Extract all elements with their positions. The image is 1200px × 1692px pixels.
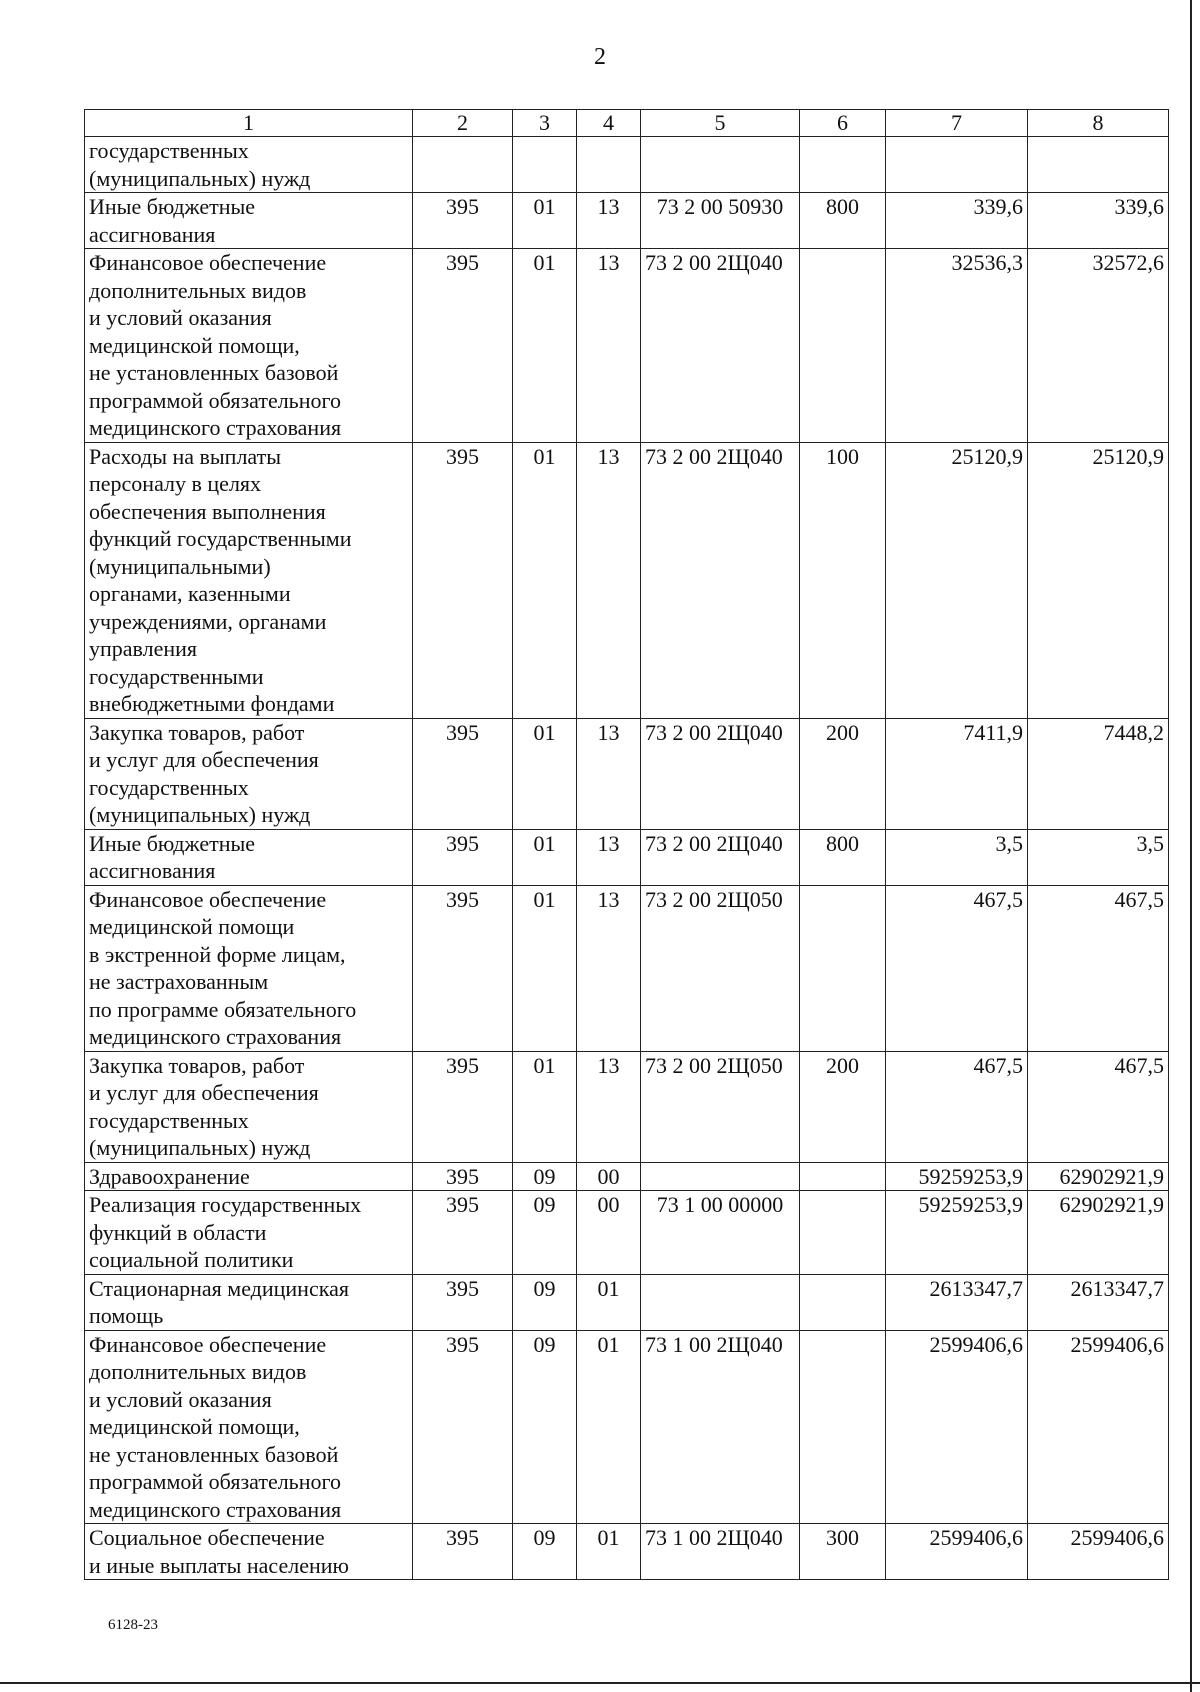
amount-year-2: 3,5 <box>1028 829 1169 885</box>
amount-year-2: 2599406,6 <box>1028 1330 1169 1524</box>
target-article-code: 73 1 00 2Щ040 <box>641 1330 800 1524</box>
subsection-code: 13 <box>577 193 641 249</box>
ministry-code: 395 <box>413 1191 513 1275</box>
ministry-code: 395 <box>413 1330 513 1524</box>
amount-year-1: 2599406,6 <box>886 1330 1028 1524</box>
target-article-code <box>641 1274 800 1330</box>
table-row <box>85 137 1169 193</box>
amount-year-1: 467,5 <box>886 1051 1028 1162</box>
budget-item-name: Иные бюджетные ассигнования <box>85 829 413 885</box>
budget-item-name: Закупка товаров, работ и услуг для обеспечения государственных (муниципальных) нужд <box>85 1051 413 1162</box>
amount-year-2: 467,5 <box>1028 1051 1169 1162</box>
amount-year-1: 59259253,9 <box>886 1191 1028 1275</box>
subsection-code: 01 <box>577 1330 641 1524</box>
target-article-code: 73 2 00 2Щ040 <box>641 718 800 829</box>
subsection-code: 01 <box>577 1274 641 1330</box>
section-code: 09 <box>513 1524 577 1580</box>
amount-year-2: 2599406,6 <box>1028 1524 1169 1580</box>
amount-year-2: 62902921,9 <box>1028 1162 1169 1191</box>
budget-item-name: Финансовое обеспечение дополнительных видов и условий оказания медицинской помощи, не установленных базовой программой обязательного медицинского страхования <box>85 249 413 443</box>
amount-year-2: 62902921,9 <box>1028 1191 1169 1275</box>
budget-item-name: Стационарная медицинская помощь <box>85 1274 413 1330</box>
header-cell: 7 <box>886 110 1028 137</box>
amount-year-1: 32536,3 <box>886 249 1028 443</box>
section-code: 09 <box>513 1274 577 1330</box>
target-article-code: 73 2 00 2Щ040 <box>641 249 800 443</box>
subsection-code: 13 <box>577 885 641 1051</box>
table-row <box>85 1051 1169 1162</box>
expense-type-code: 800 <box>800 829 886 885</box>
amount-year-2: 25120,9 <box>1028 442 1169 718</box>
expense-type-code: 800 <box>800 193 886 249</box>
target-article-code: 73 2 00 2Щ050 <box>641 885 800 1051</box>
table-row <box>85 193 1169 249</box>
target-article-code: 73 1 00 00000 <box>641 1191 800 1275</box>
ministry-code: 395 <box>413 829 513 885</box>
expense-type-code <box>800 1330 886 1524</box>
ministry-code: 395 <box>413 193 513 249</box>
amount-year-1: 2599406,6 <box>886 1524 1028 1580</box>
target-article-code: 73 2 00 2Щ040 <box>641 829 800 885</box>
target-article-code: 73 2 00 2Щ050 <box>641 1051 800 1162</box>
page-number: 2 <box>594 44 606 70</box>
budget-item-name: Здравоохранение <box>85 1162 413 1191</box>
budget-item-name: Финансовое обеспечение дополнительных видов и условий оказания медицинской помощи, не установленных базовой программой обязательного медицинского страхования <box>85 1330 413 1524</box>
header-cell: 3 <box>513 110 577 137</box>
expense-type-code <box>800 249 886 443</box>
amount-year-1: 339,6 <box>886 193 1028 249</box>
expense-type-code <box>800 137 886 193</box>
section-code: 01 <box>513 1051 577 1162</box>
table-row <box>85 1274 1169 1330</box>
ministry-code: 395 <box>413 1051 513 1162</box>
scan-edge-bottom <box>0 1682 1200 1684</box>
document-code: 6128-23 <box>108 1617 158 1633</box>
section-code <box>513 137 577 193</box>
budget-item-name: Иные бюджетные ассигнования <box>85 193 413 249</box>
budget-item-name: Реализация государственных функций в области социальной политики <box>85 1191 413 1275</box>
section-code: 01 <box>513 193 577 249</box>
expense-type-code: 200 <box>800 1051 886 1162</box>
section-code: 09 <box>513 1191 577 1275</box>
ministry-code: 395 <box>413 885 513 1051</box>
budget-item-name: Финансовое обеспечение медицинской помощи в экстренной форме лицам, не застрахованным по программе обязательного медицинского страхования <box>85 885 413 1051</box>
amount-year-2 <box>1028 137 1169 193</box>
header-cell: 1 <box>85 110 413 137</box>
expense-type-code: 100 <box>800 442 886 718</box>
section-code: 01 <box>513 718 577 829</box>
table-row <box>85 442 1169 718</box>
amount-year-1: 3,5 <box>886 829 1028 885</box>
table-row <box>85 829 1169 885</box>
expense-type-code <box>800 1274 886 1330</box>
subsection-code: 13 <box>577 442 641 718</box>
amount-year-1: 25120,9 <box>886 442 1028 718</box>
ministry-code: 395 <box>413 1274 513 1330</box>
target-article-code <box>641 137 800 193</box>
ministry-code: 395 <box>413 249 513 443</box>
target-article-code: 73 1 00 2Щ040 <box>641 1524 800 1580</box>
budget-table <box>84 109 1169 1580</box>
header-cell: 5 <box>641 110 800 137</box>
budget-item-name: государственных (муниципальных) нужд <box>85 137 413 193</box>
amount-year-2: 2613347,7 <box>1028 1274 1169 1330</box>
amount-year-1 <box>886 137 1028 193</box>
section-code: 01 <box>513 442 577 718</box>
table-row <box>85 718 1169 829</box>
table-header-row <box>85 110 1169 137</box>
table-row <box>85 885 1169 1051</box>
subsection-code <box>577 137 641 193</box>
subsection-code: 01 <box>577 1524 641 1580</box>
table-row <box>85 1191 1169 1275</box>
table-row <box>85 1162 1169 1191</box>
amount-year-1: 59259253,9 <box>886 1162 1028 1191</box>
header-cell: 6 <box>800 110 886 137</box>
amount-year-1: 2613347,7 <box>886 1274 1028 1330</box>
header-cell: 4 <box>577 110 641 137</box>
section-code: 01 <box>513 885 577 1051</box>
budget-item-name: Социальное обеспечение и иные выплаты населению <box>85 1524 413 1580</box>
section-code: 01 <box>513 249 577 443</box>
amount-year-2: 7448,2 <box>1028 718 1169 829</box>
target-article-code: 73 2 00 2Щ040 <box>641 442 800 718</box>
budget-item-name: Закупка товаров, работ и услуг для обеспечения государственных (муниципальных) нужд <box>85 718 413 829</box>
subsection-code: 13 <box>577 249 641 443</box>
subsection-code: 00 <box>577 1162 641 1191</box>
table-row <box>85 1330 1169 1524</box>
expense-type-code <box>800 1162 886 1191</box>
target-article-code: 73 2 00 50930 <box>641 193 800 249</box>
table-row <box>85 1524 1169 1580</box>
section-code: 09 <box>513 1330 577 1524</box>
expense-type-code <box>800 1191 886 1275</box>
scan-edge-right <box>1190 0 1192 1692</box>
amount-year-2: 32572,6 <box>1028 249 1169 443</box>
ministry-code: 395 <box>413 442 513 718</box>
ministry-code <box>413 137 513 193</box>
section-code: 01 <box>513 829 577 885</box>
expense-type-code <box>800 885 886 1051</box>
amount-year-2: 467,5 <box>1028 885 1169 1051</box>
ministry-code: 395 <box>413 718 513 829</box>
subsection-code: 13 <box>577 718 641 829</box>
expense-type-code: 300 <box>800 1524 886 1580</box>
amount-year-2: 339,6 <box>1028 193 1169 249</box>
ministry-code: 395 <box>413 1524 513 1580</box>
header-cell: 8 <box>1028 110 1169 137</box>
ministry-code: 395 <box>413 1162 513 1191</box>
subsection-code: 00 <box>577 1191 641 1275</box>
amount-year-1: 7411,9 <box>886 718 1028 829</box>
table-body <box>85 137 1169 1580</box>
section-code: 09 <box>513 1162 577 1191</box>
subsection-code: 13 <box>577 1051 641 1162</box>
subsection-code: 13 <box>577 829 641 885</box>
budget-item-name: Расходы на выплаты персоналу в целях обеспечения выполнения функций государственными (муниципальными) органами, казенными учреждениями, органами управления государственными внебюджетными фондами <box>85 442 413 718</box>
target-article-code <box>641 1162 800 1191</box>
expense-type-code: 200 <box>800 718 886 829</box>
amount-year-1: 467,5 <box>886 885 1028 1051</box>
header-cell: 2 <box>413 110 513 137</box>
table-row <box>85 249 1169 443</box>
